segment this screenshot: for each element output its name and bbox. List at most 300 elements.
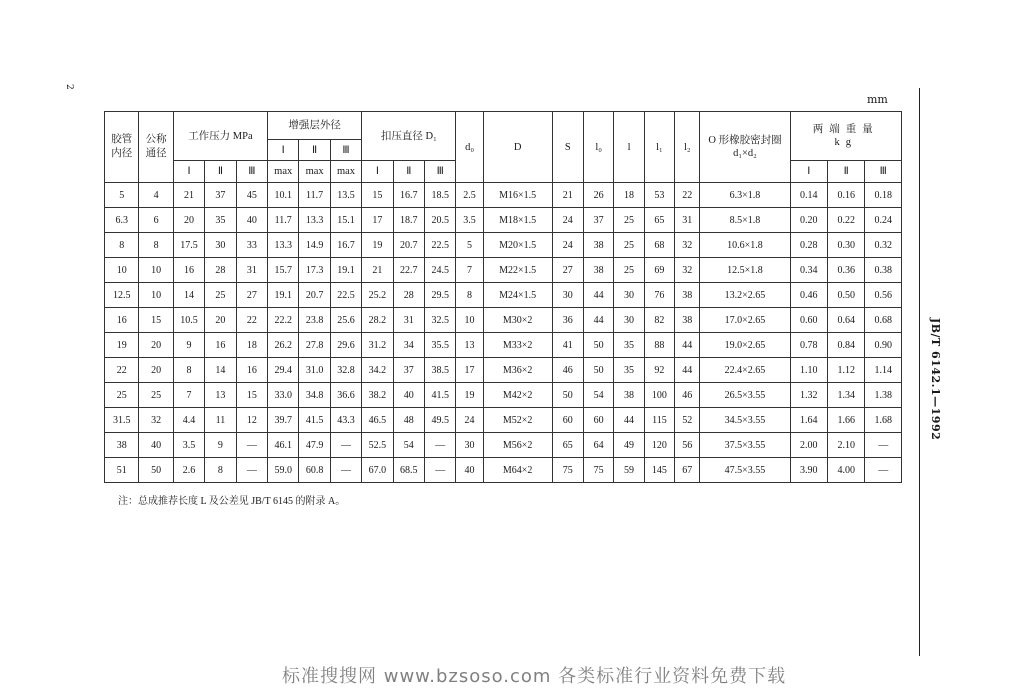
table-cell: 16.7 <box>393 183 424 208</box>
header-S: S <box>552 112 583 183</box>
table-cell: 41 <box>552 333 583 358</box>
table-cell: 15 <box>236 383 267 408</box>
table-cell: 8 <box>456 283 483 308</box>
table-cell: 1.32 <box>790 383 827 408</box>
table-cell: 60.8 <box>299 458 330 483</box>
table-row <box>105 233 902 258</box>
table-cell: 32 <box>139 408 173 433</box>
table-body <box>105 183 902 483</box>
table-cell: 22 <box>236 308 267 333</box>
table-cell: 20 <box>205 308 236 333</box>
table-row <box>105 333 902 358</box>
table-cell: 69 <box>644 258 674 283</box>
table-cell: 0.56 <box>865 283 902 308</box>
table-cell: 0.24 <box>865 208 902 233</box>
table-cell: 30 <box>552 283 583 308</box>
table-cell: 46 <box>552 358 583 383</box>
header-reinforce-max-3: max <box>330 161 361 183</box>
table-cell: 0.78 <box>790 333 827 358</box>
header-working-pressure: 工作压力 MPa <box>173 112 267 161</box>
table-cell: 18 <box>236 333 267 358</box>
header-crimp-diameter: 扣压直径 D₁ <box>362 112 456 161</box>
table-cell: 36.6 <box>330 383 361 408</box>
table-cell: 50 <box>583 333 613 358</box>
table-cell: 48 <box>393 408 424 433</box>
table-cell: — <box>236 458 267 483</box>
table-cell: 38 <box>583 233 613 258</box>
header-reinforce-max-2: max <box>299 161 330 183</box>
table-cell: M56×2 <box>483 433 552 458</box>
table-cell: 33.0 <box>268 383 299 408</box>
table-cell: 32 <box>675 258 700 283</box>
table-note: 注：总成推荐长度 L 及公差见 JB/T 6145 的附录 A。 <box>118 496 346 507</box>
table-cell: 51 <box>105 458 139 483</box>
table-cell: 20 <box>139 333 173 358</box>
table-cell: 15 <box>362 183 393 208</box>
table-cell: 0.46 <box>790 283 827 308</box>
table-cell: 1.34 <box>827 383 864 408</box>
table-cell: 0.30 <box>827 233 864 258</box>
table-cell: 22 <box>105 358 139 383</box>
table-cell: 17 <box>362 208 393 233</box>
table-cell: 9 <box>173 333 204 358</box>
table-cell: M18×1.5 <box>483 208 552 233</box>
table-cell: 3.90 <box>790 458 827 483</box>
table-cell: 2.10 <box>827 433 864 458</box>
table-cell: 34 <box>393 333 424 358</box>
table-cell: 19.1 <box>268 283 299 308</box>
table-cell: 64 <box>583 433 613 458</box>
document-code: JB/T 6142.1—1992 <box>929 318 942 441</box>
table-cell: 59 <box>614 458 644 483</box>
table-cell: 7 <box>456 258 483 283</box>
table-cell: 21 <box>173 183 204 208</box>
table-cell: 19 <box>456 383 483 408</box>
table-cell: 15.7 <box>268 258 299 283</box>
table-cell: 41.5 <box>424 383 455 408</box>
table-cell: 39.7 <box>268 408 299 433</box>
table-cell: 0.34 <box>790 258 827 283</box>
table-cell: 16 <box>105 308 139 333</box>
table-cell: 68.5 <box>393 458 424 483</box>
table-cell: 8 <box>205 458 236 483</box>
table-cell: 7 <box>173 383 204 408</box>
table-cell: 3.5 <box>456 208 483 233</box>
table-cell: 13.3 <box>299 208 330 233</box>
table-row <box>105 433 902 458</box>
table-cell: M64×2 <box>483 458 552 483</box>
table-cell: 13 <box>205 383 236 408</box>
table-cell: M52×2 <box>483 408 552 433</box>
table-cell: 33 <box>236 233 267 258</box>
table-cell: 3.5 <box>173 433 204 458</box>
table-cell: — <box>330 458 361 483</box>
table-cell: 9 <box>205 433 236 458</box>
table-cell: 0.18 <box>865 183 902 208</box>
table-cell: 44 <box>583 308 613 333</box>
table-cell: 31 <box>236 258 267 283</box>
table-row <box>105 183 902 208</box>
table-cell: M24×1.5 <box>483 283 552 308</box>
table-cell: 10 <box>456 308 483 333</box>
table-cell: 65 <box>552 433 583 458</box>
table-cell: 68 <box>644 233 674 258</box>
table-row <box>105 258 902 283</box>
table-cell: 1.12 <box>827 358 864 383</box>
table-cell: 19.0×2.65 <box>700 333 790 358</box>
unit-label: mm <box>867 93 888 106</box>
header-d0: d₀ <box>456 112 483 183</box>
table-cell: M36×2 <box>483 358 552 383</box>
table-cell: 60 <box>583 408 613 433</box>
table-cell: 34.5×3.55 <box>700 408 790 433</box>
table-cell: 0.60 <box>790 308 827 333</box>
table-cell: 50 <box>552 383 583 408</box>
table-cell: 20 <box>139 358 173 383</box>
table-cell: 145 <box>644 458 674 483</box>
table-cell: 25.6 <box>330 308 361 333</box>
table-cell: 32 <box>675 233 700 258</box>
table-cell: 8 <box>173 358 204 383</box>
table-cell: 20.5 <box>424 208 455 233</box>
table-cell: 16 <box>173 258 204 283</box>
table-cell: 1.38 <box>865 383 902 408</box>
table-cell: 0.16 <box>827 183 864 208</box>
table-cell: 20.7 <box>393 233 424 258</box>
table-cell: 31.5 <box>105 408 139 433</box>
table-cell: 22 <box>675 183 700 208</box>
table-cell: 11.7 <box>299 183 330 208</box>
table-cell: 43.3 <box>330 408 361 433</box>
table-cell: — <box>330 433 361 458</box>
table-cell: 38 <box>583 258 613 283</box>
table-cell: 12 <box>236 408 267 433</box>
table-cell: 47.9 <box>299 433 330 458</box>
table-cell: 10 <box>105 258 139 283</box>
table-cell: 4 <box>139 183 173 208</box>
table-cell: 37 <box>205 183 236 208</box>
table-cell: 10.5 <box>173 308 204 333</box>
table-cell: 21 <box>362 258 393 283</box>
table-cell: 0.84 <box>827 333 864 358</box>
header-reinforce-grade-1: Ⅰ <box>268 140 299 161</box>
header-weight-grade-1: Ⅰ <box>790 161 827 183</box>
table-cell: 8.5×1.8 <box>700 208 790 233</box>
table-cell: M22×1.5 <box>483 258 552 283</box>
table-cell: 22.5 <box>424 233 455 258</box>
table-cell: 46.5 <box>362 408 393 433</box>
table-cell: 35.5 <box>424 333 455 358</box>
table-cell: 24 <box>552 233 583 258</box>
table-cell: 13.2×2.65 <box>700 283 790 308</box>
table-cell: 17.0×2.65 <box>700 308 790 333</box>
table-cell: 1.64 <box>790 408 827 433</box>
table-cell: 0.50 <box>827 283 864 308</box>
header-o-ring: O 形橡胶密封圈 d₁×d₂ <box>700 112 790 183</box>
table-cell: 56 <box>675 433 700 458</box>
table-cell: 10 <box>139 283 173 308</box>
table-cell: 6.3×1.8 <box>700 183 790 208</box>
table-cell: 38 <box>614 383 644 408</box>
table-cell: 28 <box>205 258 236 283</box>
table-cell: 1.14 <box>865 358 902 383</box>
table-cell: 8 <box>105 233 139 258</box>
table-cell: 17.3 <box>299 258 330 283</box>
table-cell: 31.0 <box>299 358 330 383</box>
table-cell: 36 <box>552 308 583 333</box>
table-cell: 4.4 <box>173 408 204 433</box>
table-row <box>105 283 902 308</box>
table-cell: 37 <box>393 358 424 383</box>
header-reinforcement-od: 增强层外径 <box>268 112 362 140</box>
table-cell: 26.2 <box>268 333 299 358</box>
table-cell: 38 <box>105 433 139 458</box>
table-cell: 29.6 <box>330 333 361 358</box>
table-cell: 11.7 <box>268 208 299 233</box>
table-cell: 52 <box>675 408 700 433</box>
table-cell: 27.8 <box>299 333 330 358</box>
header-crimp-grade-1: Ⅰ <box>362 161 393 183</box>
table-cell: 30 <box>614 283 644 308</box>
margin-rule <box>919 88 920 656</box>
table-cell: 49.5 <box>424 408 455 433</box>
table-cell: 30 <box>456 433 483 458</box>
table-cell: 16.7 <box>330 233 361 258</box>
table-cell: 37.5×3.55 <box>700 433 790 458</box>
table-row <box>105 383 902 408</box>
header-nominal-bore: 公称通径 <box>139 112 173 183</box>
header-pressure-grade-1: Ⅰ <box>173 161 204 183</box>
table-cell: 38 <box>675 283 700 308</box>
table-cell: 38.2 <box>362 383 393 408</box>
table-cell: 14 <box>173 283 204 308</box>
table-cell: 28 <box>393 283 424 308</box>
table-cell: 38.5 <box>424 358 455 383</box>
table-cell: 28.2 <box>362 308 393 333</box>
table-cell: 25.2 <box>362 283 393 308</box>
table-cell: 10.1 <box>268 183 299 208</box>
page-number: 2 <box>64 84 74 90</box>
table-cell: 65 <box>644 208 674 233</box>
table-cell: 6 <box>139 208 173 233</box>
table-row <box>105 208 902 233</box>
table-cell: 53 <box>644 183 674 208</box>
table-cell: 44 <box>614 408 644 433</box>
table-cell: 75 <box>583 458 613 483</box>
table-cell: 8 <box>139 233 173 258</box>
table-cell: 35 <box>205 208 236 233</box>
table-cell: 31 <box>393 308 424 333</box>
table-cell: 67.0 <box>362 458 393 483</box>
table-cell: 100 <box>644 383 674 408</box>
table-cell: 50 <box>583 358 613 383</box>
table-cell: 12.5×1.8 <box>700 258 790 283</box>
table-cell: 6.3 <box>105 208 139 233</box>
table-cell: 40 <box>456 458 483 483</box>
header-l: l <box>614 112 644 183</box>
table-cell: 20 <box>173 208 204 233</box>
table-cell: 14 <box>205 358 236 383</box>
table-cell: 14.9 <box>299 233 330 258</box>
table-cell: 19 <box>105 333 139 358</box>
table-cell: 22.7 <box>393 258 424 283</box>
table-cell: 1.10 <box>790 358 827 383</box>
table-cell: 18.7 <box>393 208 424 233</box>
table-cell: 44 <box>675 358 700 383</box>
table-cell: 37 <box>583 208 613 233</box>
table-cell: 45 <box>236 183 267 208</box>
table-cell: 82 <box>644 308 674 333</box>
table-cell: 59.0 <box>268 458 299 483</box>
table-cell: 24.5 <box>424 258 455 283</box>
table-cell: 60 <box>552 408 583 433</box>
header-reinforce-grade-3: Ⅲ <box>330 140 361 161</box>
table-cell: 46 <box>675 383 700 408</box>
table-cell: 92 <box>644 358 674 383</box>
table-cell: 115 <box>644 408 674 433</box>
table-cell: 27 <box>236 283 267 308</box>
table-cell: 88 <box>644 333 674 358</box>
table-cell: 26 <box>583 183 613 208</box>
table-cell: 0.28 <box>790 233 827 258</box>
table-cell: — <box>865 458 902 483</box>
header-l0: l₀ <box>583 112 613 183</box>
table-cell: 0.22 <box>827 208 864 233</box>
table-cell: 18.5 <box>424 183 455 208</box>
table-cell: M33×2 <box>483 333 552 358</box>
table-cell: M16×1.5 <box>483 183 552 208</box>
table-cell: 44 <box>675 333 700 358</box>
table-cell: 0.38 <box>865 258 902 283</box>
table-cell: 22.2 <box>268 308 299 333</box>
table-cell: 1.66 <box>827 408 864 433</box>
table-cell: 25 <box>614 233 644 258</box>
header-pressure-grade-3: Ⅲ <box>236 161 267 183</box>
header-hose-inner-diameter: 胶管内径 <box>105 112 139 183</box>
table-cell: 5 <box>105 183 139 208</box>
table-cell: 35 <box>614 333 644 358</box>
header-weight-grade-3: Ⅲ <box>865 161 902 183</box>
table-cell: 25 <box>205 283 236 308</box>
table-cell: 25 <box>105 383 139 408</box>
table-cell: 1.68 <box>865 408 902 433</box>
table-cell: 0.14 <box>790 183 827 208</box>
table-cell: 49 <box>614 433 644 458</box>
header-reinforce-max-1: max <box>268 161 299 183</box>
table-cell: 2.00 <box>790 433 827 458</box>
table-cell: — <box>424 433 455 458</box>
table-cell: 22.5 <box>330 283 361 308</box>
table-cell: 27 <box>552 258 583 283</box>
table-cell: 15.1 <box>330 208 361 233</box>
header-pressure-grade-2: Ⅱ <box>205 161 236 183</box>
table-cell: 12.5 <box>105 283 139 308</box>
table-cell: 25 <box>614 258 644 283</box>
table-cell: M30×2 <box>483 308 552 333</box>
table-cell: 19 <box>362 233 393 258</box>
table-cell: 16 <box>236 358 267 383</box>
table-cell: 38 <box>675 308 700 333</box>
header-reinforce-grade-2: Ⅱ <box>299 140 330 161</box>
table-cell: 30 <box>614 308 644 333</box>
table-cell: 2.5 <box>456 183 483 208</box>
table-cell: 47.5×3.55 <box>700 458 790 483</box>
table-row <box>105 408 902 433</box>
table-cell: 13.3 <box>268 233 299 258</box>
table-cell: 44 <box>583 283 613 308</box>
table-cell: 5 <box>456 233 483 258</box>
table-cell: 11 <box>205 408 236 433</box>
table-cell: 32.5 <box>424 308 455 333</box>
table-cell: 41.5 <box>299 408 330 433</box>
header-crimp-grade-2: Ⅱ <box>393 161 424 183</box>
table-cell: 21 <box>552 183 583 208</box>
table-cell: 16 <box>205 333 236 358</box>
table-cell: 54 <box>393 433 424 458</box>
table-cell: 0.20 <box>790 208 827 233</box>
table-row <box>105 458 902 483</box>
table-cell: 34.2 <box>362 358 393 383</box>
table-cell: 54 <box>583 383 613 408</box>
table-cell: 29.4 <box>268 358 299 383</box>
header-l1: l₁ <box>644 112 674 183</box>
table-cell: 22.4×2.65 <box>700 358 790 383</box>
header-end-weight: 两端重量 kg <box>790 112 901 161</box>
table-cell: 76 <box>644 283 674 308</box>
table-cell: 40 <box>393 383 424 408</box>
header-crimp-grade-3: Ⅲ <box>424 161 455 183</box>
table-cell: 0.64 <box>827 308 864 333</box>
table-cell: 0.90 <box>865 333 902 358</box>
header-weight-grade-2: Ⅱ <box>827 161 864 183</box>
table-cell: 0.36 <box>827 258 864 283</box>
header-l2: l₂ <box>675 112 700 183</box>
table-cell: 15 <box>139 308 173 333</box>
table-cell: 25 <box>139 383 173 408</box>
table-cell: 75 <box>552 458 583 483</box>
table-cell: 120 <box>644 433 674 458</box>
table-row <box>105 358 902 383</box>
table-cell: 13.5 <box>330 183 361 208</box>
table-cell: 0.68 <box>865 308 902 333</box>
table-cell: 29.5 <box>424 283 455 308</box>
table-cell: 19.1 <box>330 258 361 283</box>
table-cell: M42×2 <box>483 383 552 408</box>
table-cell: 4.00 <box>827 458 864 483</box>
table-cell: 26.5×3.55 <box>700 383 790 408</box>
table-cell: 46.1 <box>268 433 299 458</box>
table-cell: 24 <box>456 408 483 433</box>
table-cell: 2.6 <box>173 458 204 483</box>
table-cell: 30 <box>205 233 236 258</box>
table-cell: — <box>865 433 902 458</box>
header-D: D <box>483 112 552 183</box>
table-cell: 25 <box>614 208 644 233</box>
table-cell: 40 <box>236 208 267 233</box>
table-cell: — <box>424 458 455 483</box>
table-cell: 40 <box>139 433 173 458</box>
table-cell: 10 <box>139 258 173 283</box>
table-cell: 32.8 <box>330 358 361 383</box>
table-cell: 31.2 <box>362 333 393 358</box>
table-cell: 35 <box>614 358 644 383</box>
table-cell: — <box>236 433 267 458</box>
table-cell: 10.6×1.8 <box>700 233 790 258</box>
table-cell: 18 <box>614 183 644 208</box>
table-cell: 13 <box>456 333 483 358</box>
table-cell: 34.8 <box>299 383 330 408</box>
table-cell: 20.7 <box>299 283 330 308</box>
